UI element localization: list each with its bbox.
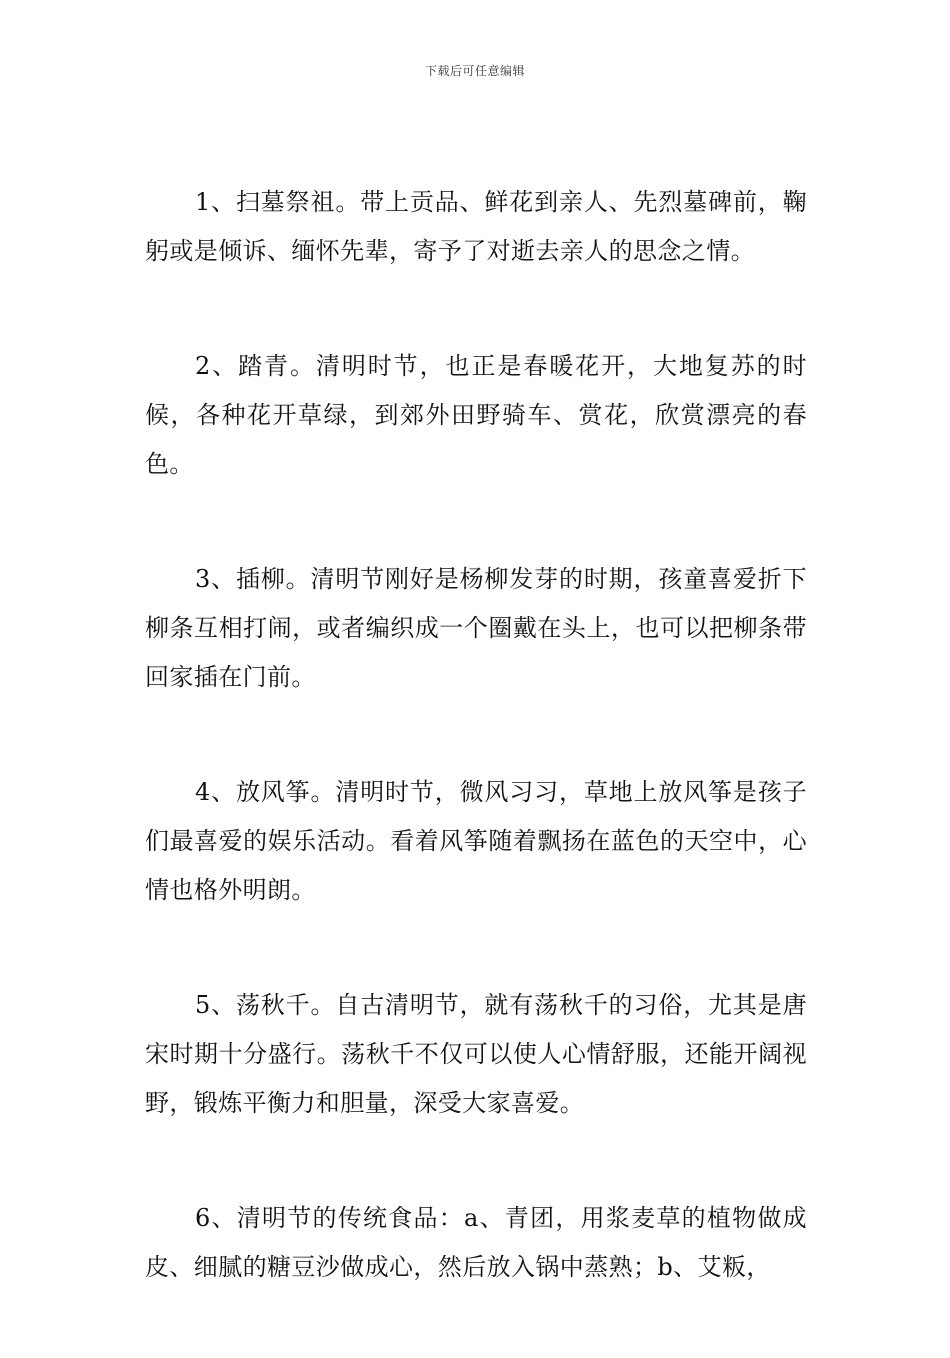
- paragraph-sweeping-tombs: 1、扫墓祭祖。带上贡品、鲜花到亲人、先烈墓碑前，鞠躬或是倾诉、缅怀先辈，寄予了对逝去亲人的思念之情。: [145, 188, 807, 265]
- paragraph-kite-flying: 4、放风筝。清明时节，微风习习，草地上放风筝是孩子们最喜爱的娱乐活动。看着风筝随着飘扬在蓝色的天空中，心情也格外明朗。: [145, 778, 807, 904]
- paragraph-swing: 5、荡秋千。自古清明节，就有荡秋千的习俗，尤其是唐宋时期十分盛行。荡秋千不仅可以使人心情舒服，还能开阔视野，锻炼平衡力和胆量，深受大家喜爱。: [145, 991, 807, 1117]
- paragraph-willow: 3、插柳。清明节刚好是杨柳发芽的时期，孩童喜爱折下柳条互相打闹，或者编织成一个圈戴在头上，也可以把柳条带回家插在门前。: [145, 565, 807, 691]
- document-body: [145, 178, 807, 1358]
- paragraph-spring-outing: 2、踏青。清明时节，也正是春暖花开，大地复苏的时候，各种花开草绿，到郊外田野骑车、赏花，欣赏漂亮的春色。: [145, 352, 807, 478]
- page-header: 下载后可任意编辑: [424, 64, 525, 78]
- paragraph-traditional-food: 6、清明节的传统食品：a、青团，用浆麦草的植物做成皮、细腻的糖豆沙做成心，然后放入锅中蒸熟；b、艾粄，: [145, 1204, 807, 1281]
